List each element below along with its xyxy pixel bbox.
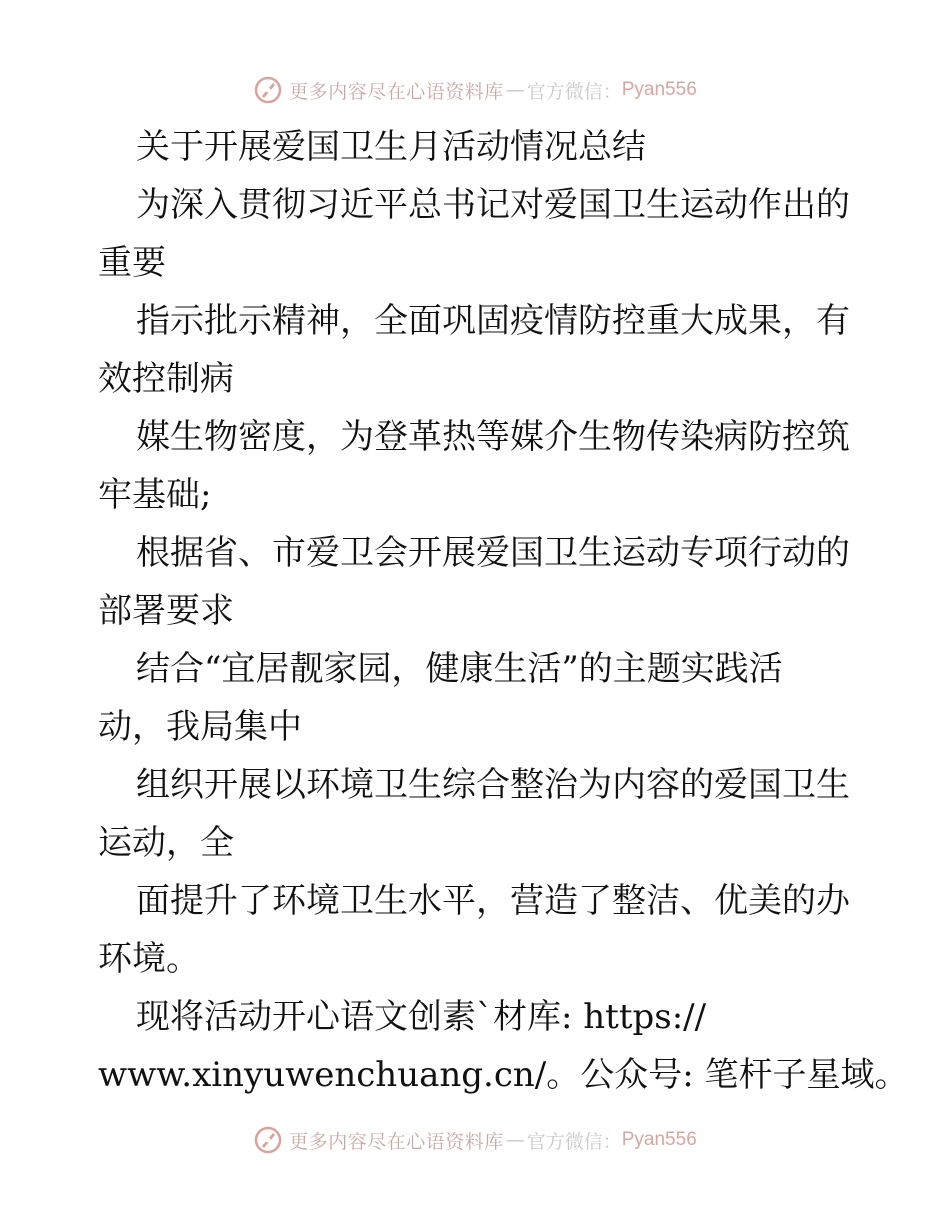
document-body — [98, 118, 909, 1104]
document-title: 关于开展爱国卫生月活动情况总结 — [136, 127, 646, 167]
paragraph-line: 根据省、市爱卫会开展爱国卫生运动专项行动的 — [136, 533, 850, 573]
watermark-wechat-label: 官方微信： — [526, 1130, 622, 1153]
watermark-separator: — — [505, 79, 525, 101]
paragraph-line-url: www.xinyuwenchuang.cn/。公众号: 笔杆子星域。 — [98, 1055, 909, 1095]
paragraph-line: 重要 — [98, 243, 166, 283]
paragraph-line: 环境。 — [98, 939, 200, 979]
watermark-wechat-id: Pyan556 — [621, 79, 697, 100]
paragraph-line: 媒生物密度，为登革热等媒介生物传染病防控筑 — [136, 417, 850, 457]
paragraph-line: 部署要求 — [98, 591, 234, 631]
paragraph-line: 运动，全 — [98, 823, 234, 863]
watermark-text: 更多内容尽在心语资料库 — [289, 1130, 504, 1153]
watermark-wechat-id: Pyan556 — [621, 1129, 697, 1150]
quill-logo-icon — [253, 1125, 283, 1155]
paragraph-line: 面提升了环境卫生水平，营造了整洁、优美的办 — [136, 881, 850, 921]
paragraph-line: 动，我局集中 — [98, 707, 302, 747]
quill-logo-icon — [253, 75, 283, 105]
watermark-text: 更多内容尽在心语资料库 — [289, 80, 504, 103]
paragraph-line: 效控制病 — [98, 359, 234, 399]
paragraph-line: 组织开展以环境卫生综合整治为内容的爱国卫生 — [136, 765, 850, 805]
paragraph-line: 结合“宜居靓家园，健康生活”的主题实践活 — [136, 649, 783, 689]
paragraph-line: 指示批示精神，全面巩固疫情防控重大成果，有 — [136, 301, 850, 341]
paragraph-line: 为深入贯彻习近平总书记对爱国卫生运动作出的 — [136, 185, 850, 225]
paragraph-line: 现将活动开心语文创素`材库: https:// — [136, 997, 707, 1037]
footer-watermark — [0, 1120, 950, 1160]
watermark-separator: — — [505, 1129, 525, 1151]
paragraph-line: 牢基础; — [98, 475, 212, 515]
header-watermark — [0, 70, 950, 110]
watermark-wechat-label: 官方微信： — [526, 80, 622, 103]
